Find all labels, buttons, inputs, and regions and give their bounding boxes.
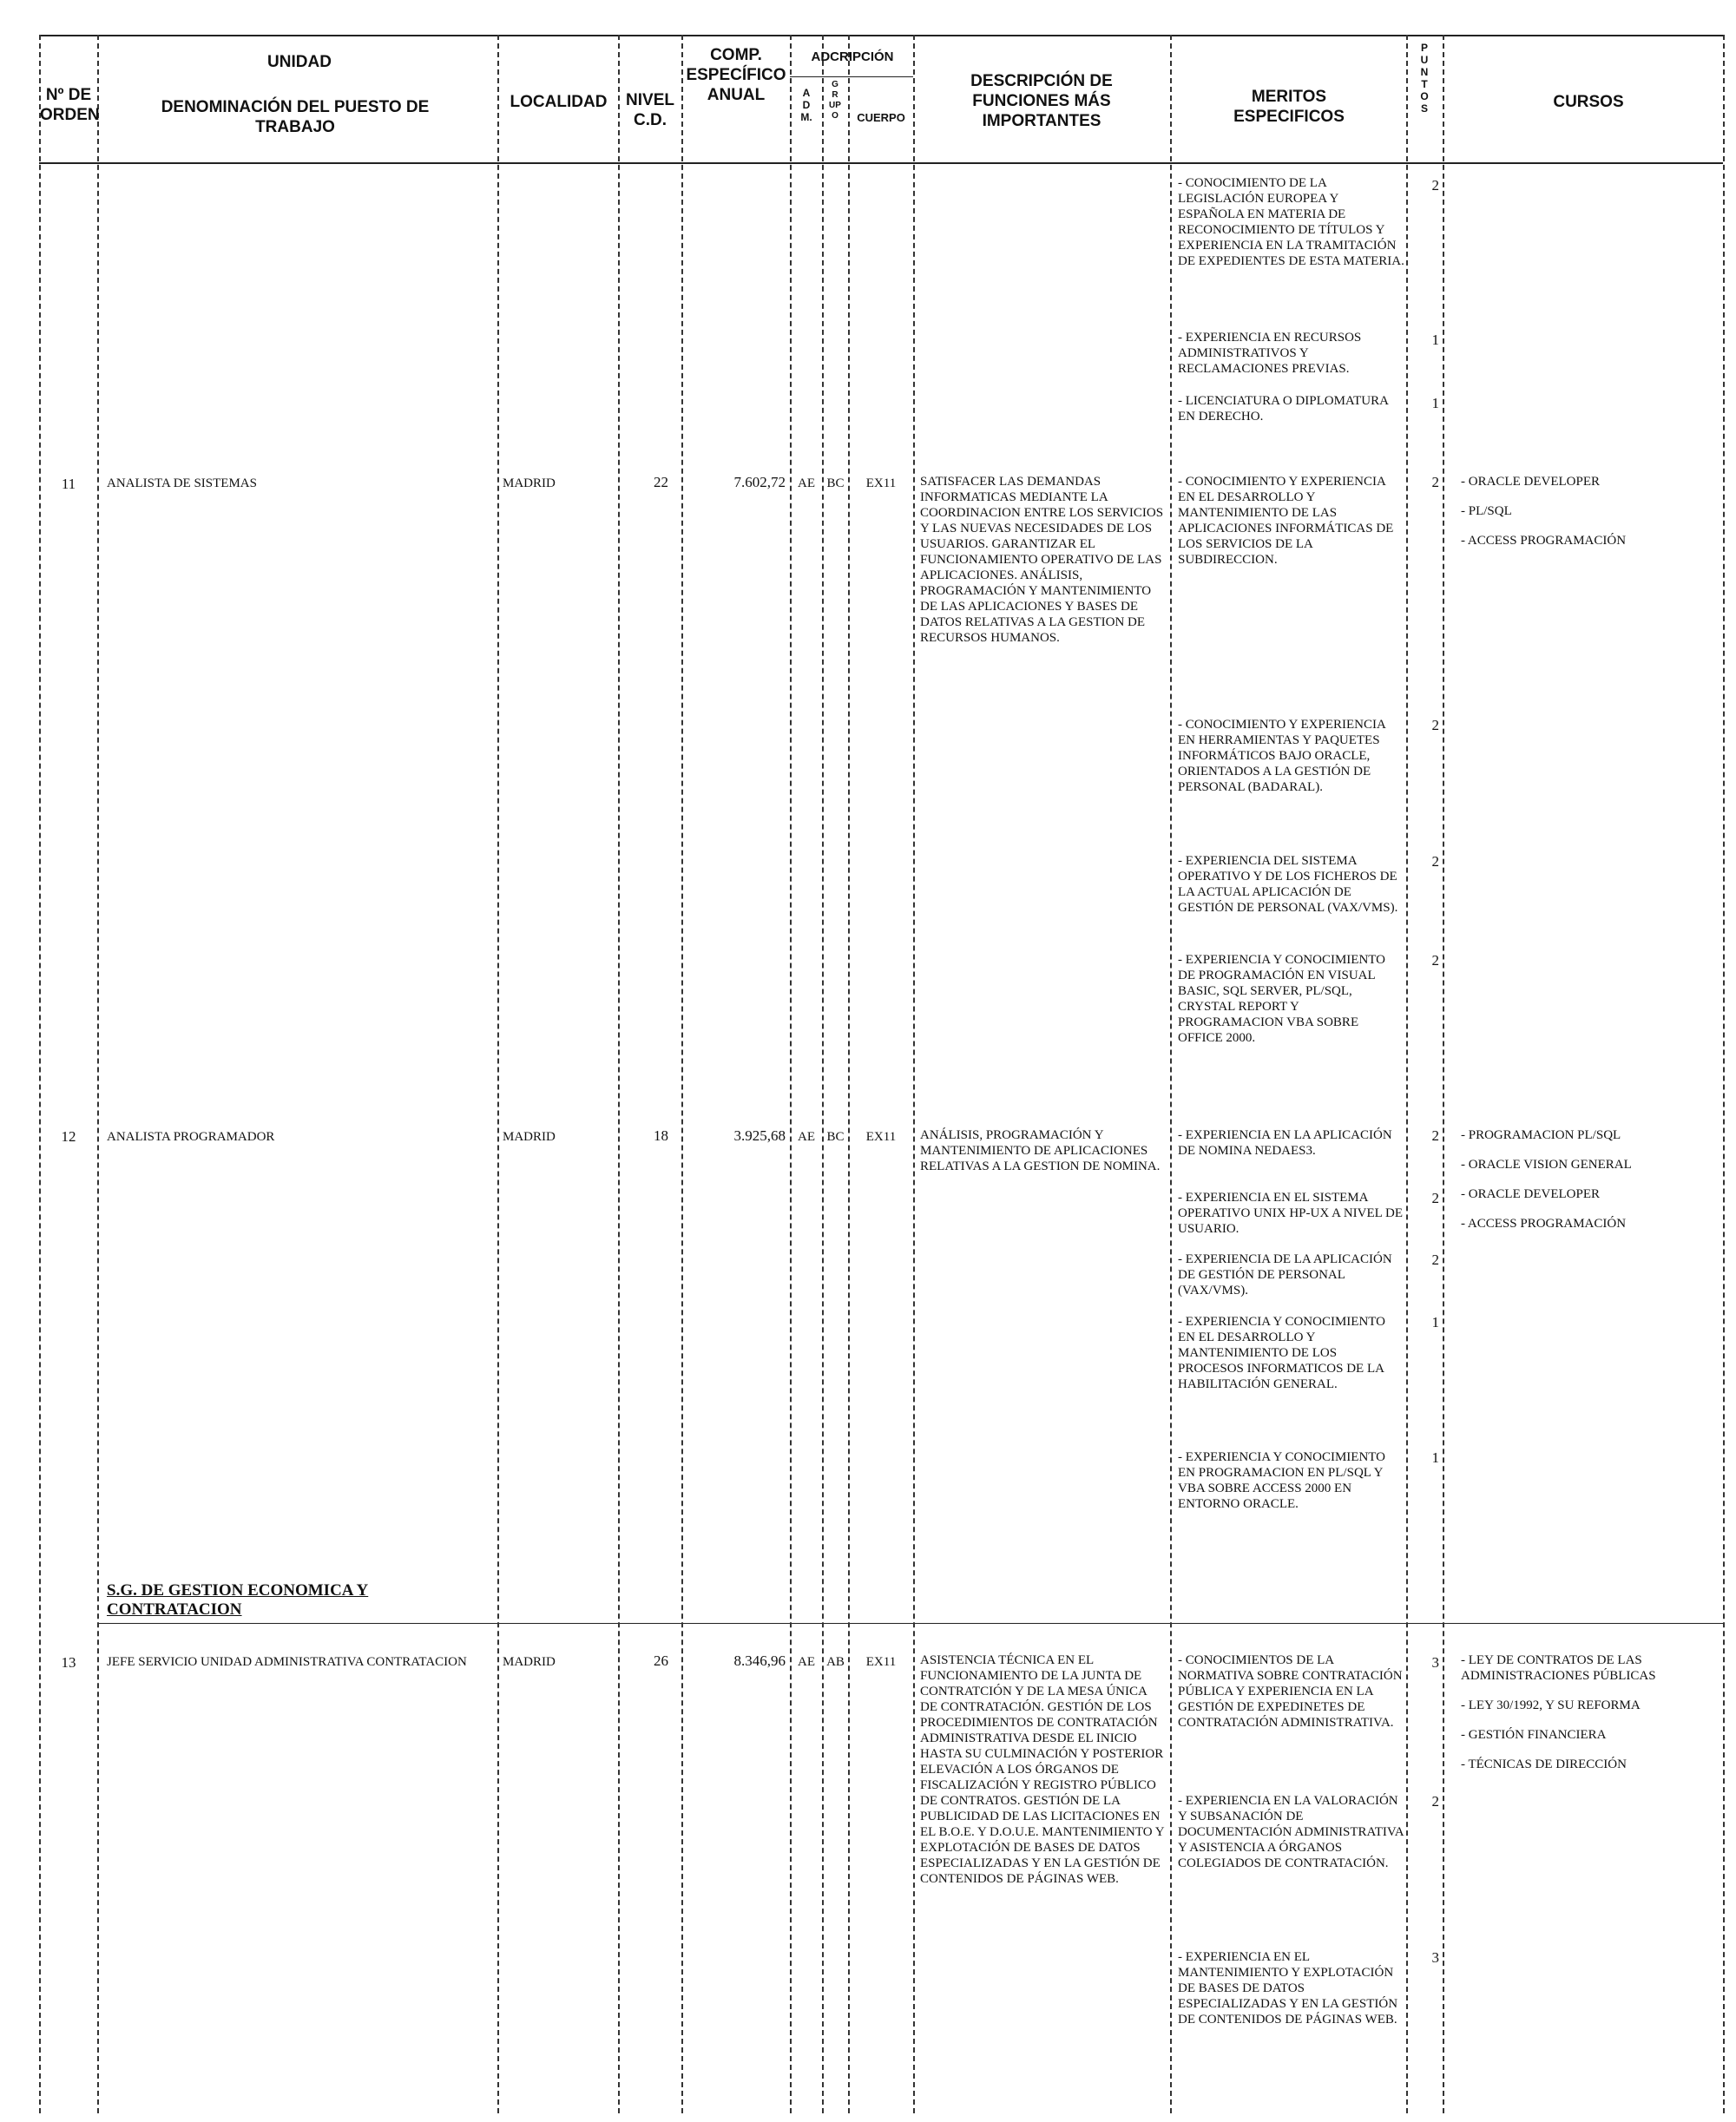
merit-points: 1 <box>1431 395 1439 411</box>
row-cuerpo: EX11 <box>865 476 897 490</box>
row-adm: AE <box>798 1130 815 1144</box>
col-rule <box>97 35 99 2113</box>
merit-points: 1 <box>1431 1314 1439 1330</box>
row-orden: 13 <box>61 1654 76 1671</box>
col-rule <box>1723 35 1725 2113</box>
merit-points: 3 <box>1431 1654 1439 1671</box>
row-puesto: ANALISTA DE SISTEMAS <box>107 476 257 490</box>
merit-points: 2 <box>1431 853 1439 870</box>
col-rule <box>848 35 850 2113</box>
row-puesto: JEFE SERVICIO UNIDAD ADMINISTRATIVA CONTRATACION <box>107 1655 467 1669</box>
header-nivel: NIVEL C.D. <box>626 91 674 129</box>
course-list <box>1461 1652 1721 1786</box>
course-item: - ORACLE DEVELOPER <box>1461 475 1600 489</box>
merit-item: - LICENCIATURA O DIPLOMATURA EN DERECHO. <box>1178 394 1389 424</box>
header-grupo: GRUPO <box>829 80 841 121</box>
row-descripcion: SATISFACER LAS DEMANDAS INFORMATICAS MEDIANTE LA COORDINACION ENTRE LOS SERVICIOS Y LAS NUEVAS NECESIDADES DE LOS USUARIOS. GARANTIZAR EL FUNCIONAMIENTO OPERATIVO DE LAS APLICACIONES. ANÁLISIS, PROGRAMACIÓN Y MANTENIMIENTO DE LAS APLICACIONES Y BASES DE DATOS RELATIVAS A LA GESTION DE RECURSOS HUMANOS. <box>920 475 1164 645</box>
course-item: - GESTIÓN FINANCIERA <box>1461 1728 1607 1742</box>
row-comp: 3.925,68 <box>733 1127 786 1144</box>
header-orden: Nº DE ORDEN <box>40 86 100 124</box>
merit-item: - EXPERIENCIA EN EL MANTENIMIENTO Y EXPLOTACIÓN DE BASES DE DATOS ESPECIALIZADAS Y EN LA GESTIÓN DE CONTENIDOS DE PÁGINAS WEB. <box>1178 1950 1398 2027</box>
course-item: - PL/SQL <box>1461 504 1512 518</box>
col-rule <box>618 35 620 2113</box>
col-rule <box>1443 35 1444 2113</box>
col-rule <box>1406 35 1408 2113</box>
header-unidad: UNIDAD <box>267 53 332 71</box>
course-item: - ACCESS PROGRAMACIÓN <box>1461 1217 1627 1231</box>
merit-item: - EXPERIENCIA Y CONOCIMIENTO DE PROGRAMACIÓN EN VISUAL BASIC, SQL SERVER, PL/SQL, CRYSTAL REPORT Y PROGRAMACION VBA SOBRE OFFICE 2000. <box>1178 953 1386 1045</box>
merit-item: - CONOCIMIENTO Y EXPERIENCIA EN EL DESARROLLO Y MANTENIMIENTO DE LAS APLICACIONES INFORMÁTICAS DE LOS SERVICIOS DE LA SUBDIRECCION. <box>1178 475 1394 567</box>
adscripcion-sub-border <box>790 76 913 77</box>
merit-points: 2 <box>1431 1127 1439 1144</box>
section-heading: S.G. DE GESTION ECONOMICA Y CONTRATACION <box>107 1581 369 1619</box>
header-descripcion: DESCRIPCIÓN DE FUNCIONES MÁS IMPORTANTES <box>970 72 1113 130</box>
row-nivel: 26 <box>654 1652 668 1669</box>
row-puesto: ANALISTA PROGRAMADOR <box>107 1130 275 1144</box>
merit-points: 3 <box>1431 1949 1439 1966</box>
merit-points: 2 <box>1431 1190 1439 1206</box>
merit-points: 2 <box>1431 474 1439 490</box>
merit-points: 2 <box>1431 952 1439 969</box>
merit-points: 2 <box>1431 177 1439 194</box>
row-comp: 7.602,72 <box>733 474 786 490</box>
col-rule <box>822 35 824 2113</box>
merit-points: 2 <box>1431 717 1439 733</box>
col-rule <box>913 35 915 2113</box>
course-item: - TÉCNICAS DE DIRECCIÓN <box>1461 1757 1627 1771</box>
row-grupo: AB <box>826 1655 845 1669</box>
row-localidad: MADRID <box>503 476 556 490</box>
row-orden: 12 <box>61 1128 76 1145</box>
course-item: - PROGRAMACION PL/SQL <box>1461 1128 1621 1142</box>
col-rule <box>681 35 683 2113</box>
merit-item: - CONOCIMIENTO DE LA LEGISLACIÓN EUROPEA Y ESPAÑOLA EN MATERIA DE RECONOCIMIENTO DE TÍTULOS Y EXPERIENCIA EN LA TRAMITACIÓN DE EXPEDIENTES DE ESTA MATERIA. <box>1178 176 1404 268</box>
merit-points: 1 <box>1431 332 1439 348</box>
row-localidad: MADRID <box>503 1655 556 1669</box>
row-separator <box>97 1623 1723 1624</box>
col-rule <box>39 35 41 2113</box>
merit-item: - EXPERIENCIA EN LA APLICACIÓN DE NOMINA NEDAES3. <box>1178 1128 1392 1158</box>
course-item: - ACCESS PROGRAMACIÓN <box>1461 534 1627 548</box>
header-cuerpo: CUERPO <box>857 111 905 124</box>
course-list <box>1461 474 1721 562</box>
course-item: - LEY DE CONTRATOS DE LAS ADMINISTRACIONES PÚBLICAS <box>1461 1653 1656 1683</box>
merit-item: - EXPERIENCIA DE LA APLICACIÓN DE GESTIÓN DE PERSONAL (VAX/VMS). <box>1178 1252 1392 1298</box>
merit-item: - EXPERIENCIA DEL SISTEMA OPERATIVO Y DE LOS FICHEROS DE LA ACTUAL APLICACIÓN DE GESTIÓN DE PERSONAL (VAX/VMS). <box>1178 854 1398 915</box>
merit-item: - CONOCIMIENTO Y EXPERIENCIA EN HERRAMIENTAS Y PAQUETES INFORMÁTICOS BAJO ORACLE, ORIENTADOS A LA GESTIÓN DE PERSONAL (BADARAL). <box>1178 718 1386 794</box>
row-nivel: 18 <box>654 1127 668 1144</box>
header-adscripcion: ADCRIPCIÓN <box>811 49 894 64</box>
row-adm: AE <box>798 476 815 490</box>
header-puntos: PUNTOS <box>1420 42 1429 115</box>
row-localidad: MADRID <box>503 1130 556 1144</box>
row-grupo: BC <box>826 476 845 490</box>
course-item: - ORACLE DEVELOPER <box>1461 1187 1600 1201</box>
merit-item: - EXPERIENCIA Y CONOCIMIENTO EN PROGRAMACION EN PL/SQL Y VBA SOBRE ACCESS 2000 EN ENTORNO ORACLE. <box>1178 1450 1386 1511</box>
row-descripcion: ANÁLISIS, PROGRAMACIÓN Y MANTENIMIENTO DE APLICACIONES RELATIVAS A LA GESTION DE NOMINA. <box>920 1128 1161 1173</box>
merit-item: - EXPERIENCIA EN EL SISTEMA OPERATIVO UNIX HP-UX A NIVEL DE USUARIO. <box>1178 1191 1404 1236</box>
header-adm: ADM. <box>800 87 812 123</box>
row-descripcion: ASISTENCIA TÉCNICA EN EL FUNCIONAMIENTO DE LA JUNTA DE CONTRATCIÓN Y DE LA MESA ÚNICA DE CONTRATACIÓN. GESTIÓN DE LOS PROCEDIMIENTOS DE CONTRATACIÓN ADMINISTRATIVA DESDE EL INICIO HASTA SU CULMINACIÓN Y POSTERIOR ELEVACIÓN A LOS ÓRGANOS DE FISCALIZACIÓN Y REGISTRO PÚBLICO DE CONTRATOS. GESTIÓN DE LA PUBLICIDAD DE LAS LICITACIONES EN EL B.O.E. Y D.O.U.E. MANTENIMIENTO Y EXPLOTACIÓN DE BASES DE DATOS ESPECIALIZADAS Y EN LA GESTIÓN DE CONTENIDOS DE PÁGINAS WEB. <box>920 1653 1165 1886</box>
merit-item: - EXPERIENCIA EN RECURSOS ADMINISTRATIVOS Y RECLAMACIONES PREVIAS. <box>1178 331 1362 376</box>
header-denominacion: DENOMINACIÓN DEL PUESTO DE TRABAJO <box>161 98 430 136</box>
row-grupo: BC <box>826 1130 845 1144</box>
header-cursos: CURSOS <box>1553 93 1624 111</box>
merit-points: 2 <box>1431 1252 1439 1268</box>
header-bottom-border <box>39 162 1723 164</box>
merit-points: 2 <box>1431 1793 1439 1810</box>
row-cuerpo: EX11 <box>865 1130 897 1144</box>
table-top-border <box>39 35 1723 36</box>
course-list <box>1461 1127 1721 1245</box>
merit-points: 1 <box>1431 1449 1439 1466</box>
col-rule <box>497 35 499 2113</box>
col-rule <box>790 35 792 2113</box>
merit-item: - CONOCIMIENTOS DE LA NORMATIVA SOBRE CONTRATACIÓN PÚBLICA Y EXPERIENCIA EN LA GESTIÓN DE EXPEDINETES DE CONTRATACIÓN ADMINISTRATIVA. <box>1178 1653 1403 1730</box>
course-item: - ORACLE VISION GENERAL <box>1461 1158 1632 1172</box>
row-adm: AE <box>798 1655 815 1669</box>
header-meritos: MERITOS ESPECIFICOS <box>1233 88 1345 126</box>
row-cuerpo: EX11 <box>865 1655 897 1669</box>
merit-item: - EXPERIENCIA EN LA VALORACIÓN Y SUBSANACIÓN DE DOCUMENTACIÓN ADMINISTRATIVA Y ASISTENCIA A ÓRGANOS COLEGIADOS DE CONTRATACIÓN. <box>1178 1794 1404 1870</box>
row-orden: 11 <box>61 476 76 492</box>
row-comp: 8.346,96 <box>733 1652 786 1669</box>
header-localidad: LOCALIDAD <box>510 93 608 111</box>
col-rule <box>1170 35 1172 2113</box>
course-item: - LEY 30/1992, Y SU REFORMA <box>1461 1698 1641 1712</box>
row-nivel: 22 <box>654 474 668 490</box>
merit-item: - EXPERIENCIA Y CONOCIMIENTO EN EL DESARROLLO Y MANTENIMIENTO DE LOS PROCESOS INFORMATICOS DE LA HABILITACIÓN GENERAL. <box>1178 1315 1386 1391</box>
header-comp: COMP. ESPECÍFICO ANUAL <box>686 46 786 104</box>
